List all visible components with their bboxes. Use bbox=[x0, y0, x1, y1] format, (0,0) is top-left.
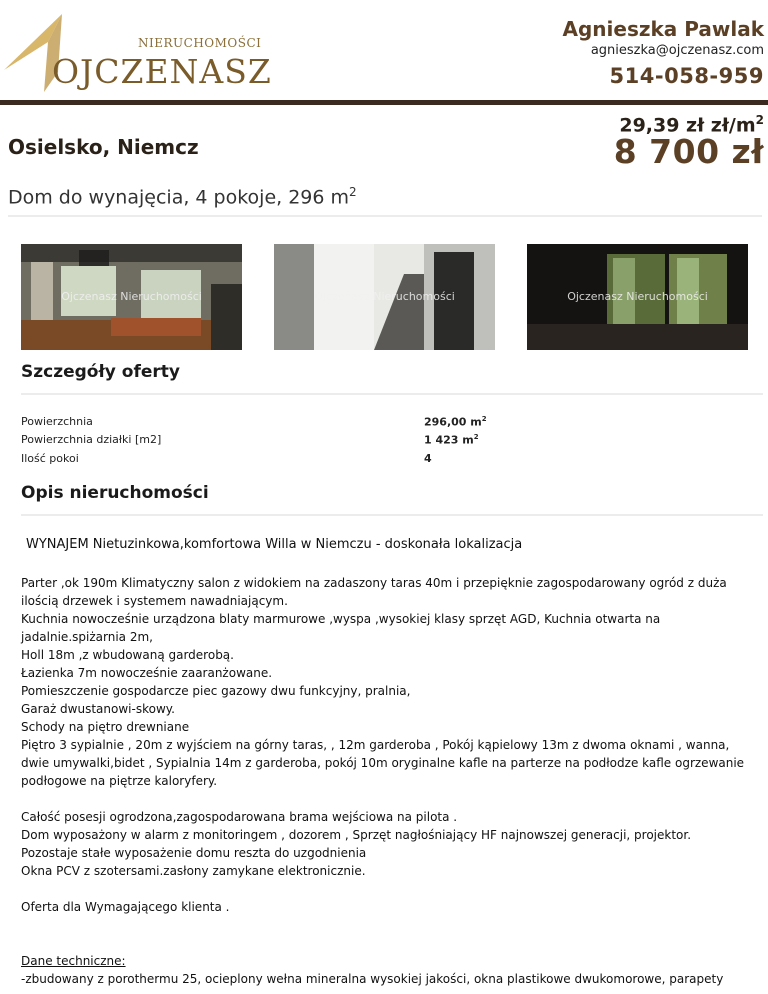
details-heading: Szczegóły oferty bbox=[21, 362, 180, 382]
desc-line: Łazienka 7m nowocześnie zaaranżowane. bbox=[21, 666, 273, 680]
photo-watermark: Ojczenasz Nieruchomości bbox=[61, 290, 202, 303]
agent-contact bbox=[562, 18, 764, 89]
agent-name: Agnieszka Pawlak bbox=[562, 17, 764, 41]
description-body bbox=[21, 574, 756, 988]
agent-email-link[interactable]: agnieszka@ojczenasz.com bbox=[590, 43, 764, 58]
logo-tagline: NIERUCHOMOŚCI bbox=[138, 36, 262, 50]
desc-line: Piętro 3 sypialnie , 20m z wyjściem na górny taras, , 12m garderoba , Pokój kąpielowy 13m z dwoma oknami , wanna, dwie umywalki,bidet , Sypialnia 14m z garderoba, pokój 10m oryginalne kafle na parterze na podłodze kafle ogrzewanie podłogowe na piętrze kaloryfery. bbox=[21, 738, 745, 788]
description-divider bbox=[21, 514, 763, 516]
photo-hall-doors[interactable] bbox=[527, 244, 748, 350]
detail-row-area: Powierzchnia 296,00 $m^2$ bbox=[21, 415, 487, 429]
listing-location: Osielsko, Niemcz bbox=[8, 135, 199, 159]
tech-line: -zbudowany z porothermu 25, ocieplony wełna mineralna wysokiej jakości, okna plastikowe dwukomorowe, parapety bbox=[21, 972, 724, 986]
detail-row-rooms: Ilość pokoi 4 bbox=[21, 452, 432, 465]
desc-line: Pomieszczenie gospodarcze piec gazowy dwu funkcyjny, pralnia, bbox=[21, 684, 411, 698]
company-logo[interactable] bbox=[4, 12, 272, 92]
detail-row-plot-area: Powierzchnia działki [m2] 1 423 $m^2$ bbox=[21, 433, 479, 447]
desc-line: Okna PCV z szotersami.zasłony zamykane elektronicznie. bbox=[21, 864, 366, 878]
listing-subtitle: Dom do wynajęcia, 4 pokoje, 296 $m^2$ bbox=[8, 185, 357, 209]
header-divider bbox=[0, 100, 768, 105]
desc-line: Parter ,ok 190m Klimatyczny salon z widokiem na zadaszony taras 40m i przepięknie zagospodarowany ogród z duża ilością drzewek i systemem nawadniającym. bbox=[21, 576, 727, 608]
desc-line: Schody na piętro drewniane bbox=[21, 720, 190, 734]
photo-living-room[interactable] bbox=[21, 244, 242, 350]
photo-staircase[interactable] bbox=[274, 244, 495, 350]
listing-price: 8 700 zł bbox=[613, 132, 764, 171]
desc-line: Pozostaje stałe wyposażenie domu reszta do uzgodnienia bbox=[21, 846, 367, 860]
photo-watermark: Ojczenasz Nieruchomości bbox=[567, 290, 708, 303]
details-divider bbox=[21, 393, 763, 395]
agent-phone-link[interactable]: 514-058-959 bbox=[609, 64, 764, 88]
photo-watermark: Ojczenasz Nieruchomości bbox=[314, 290, 455, 303]
description-heading: Opis nieruchomości bbox=[21, 483, 209, 503]
desc-line: Garaż dwustanowi-skowy. bbox=[21, 702, 175, 716]
desc-line: Całość posesji ogrodzona,zagospodarowana brama wejściowa na pilota . bbox=[21, 810, 458, 824]
desc-line: Holl 18m ,z wbudowaną garderobą. bbox=[21, 648, 234, 662]
logo-wordmark: OJCZENASZ bbox=[52, 52, 272, 91]
price-per-m2: 29,39 zł $zł/m^2$ bbox=[619, 113, 764, 137]
description-lead: WYNAJEM Nietuzinkowa,komfortowa Willa w Niemczu - doskonała lokalizacja bbox=[26, 537, 523, 552]
offer-line: Oferta dla Wymagającego klienta . bbox=[21, 900, 230, 914]
tech-heading: Dane techniczne: bbox=[21, 954, 126, 968]
title-divider bbox=[8, 215, 762, 217]
desc-line: Dom wyposażony w alarm z monitoringem , dozorem , Sprzęt nagłośniający HF najnowszej generacji, projektor. bbox=[21, 828, 692, 842]
desc-line: Kuchnia nowocześnie urządzona blaty marmurowe ,wyspa ,wysokiej klasy sprzęt AGD, Kuchnia otwarta na jadalnie.spiżarnia 2m, bbox=[21, 612, 661, 644]
